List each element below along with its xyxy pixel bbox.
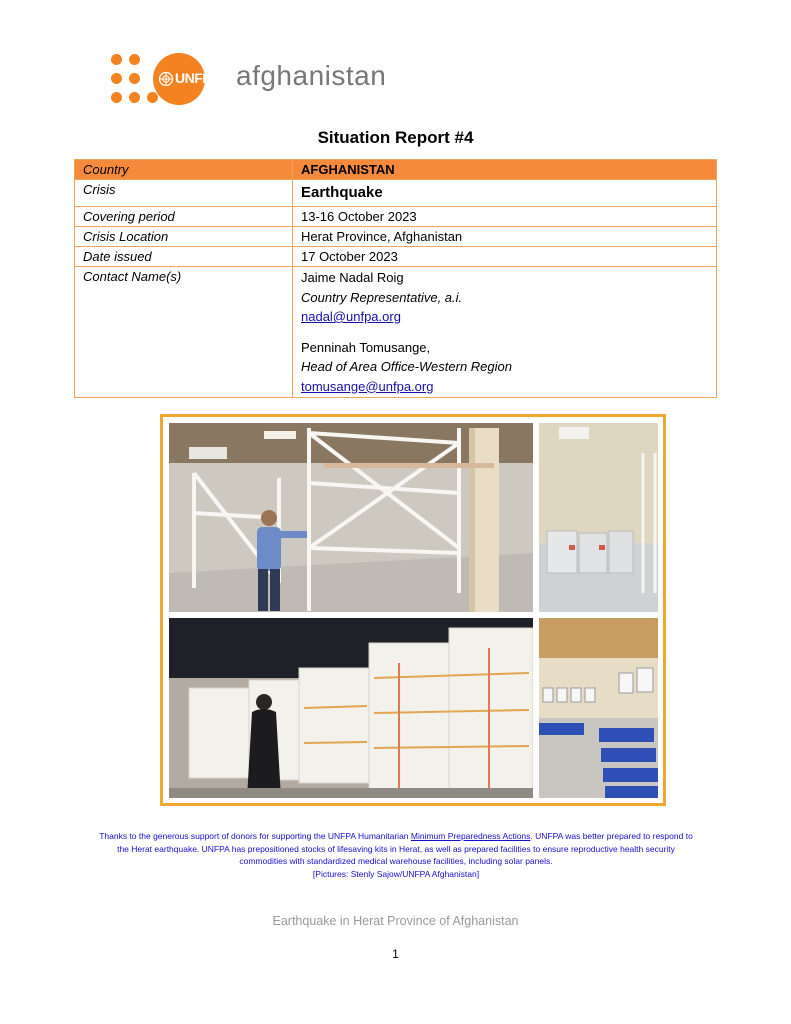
period-label: Covering period: [75, 207, 293, 227]
solar-power-room-photo: [539, 618, 658, 798]
un-emblem-icon: [158, 71, 174, 87]
logo-brand-text: UNFPA: [175, 70, 220, 86]
table-row: [75, 180, 717, 207]
contact-role: Country Representative, a.i.: [301, 289, 463, 305]
contact-email-link[interactable]: nadal@unfpa.org: [301, 309, 401, 324]
photo-caption: [96, 830, 696, 880]
country-value: AFGHANISTAN: [293, 160, 717, 180]
warehouse-shelves-photo: [169, 423, 533, 612]
unfpa-logo: [110, 52, 400, 108]
contact-name: Jaime Nadal Roig: [301, 270, 404, 285]
report-title: Situation Report #4: [317, 128, 474, 147]
photo-credit: [Pictures: Stenly Sajow/UNFPA Afghanistan]: [312, 868, 480, 879]
stacked-supplies-photo: [169, 618, 533, 798]
caption-text-start: Thanks to the generous support of donors for supporting the UNFPA Humanitarian: [99, 831, 411, 841]
minimum-preparedness-actions-link[interactable]: Minimum Preparedness Actions: [410, 831, 531, 841]
location-label: Crisis Location: [75, 227, 293, 247]
date-label: Date issued: [75, 247, 293, 267]
country-label: Country: [75, 160, 293, 180]
table-row: [75, 247, 717, 267]
table-row: [75, 207, 717, 227]
contact-name: Penninah Tomusange,: [301, 339, 431, 355]
crisis-label: Crisis: [75, 180, 293, 207]
caption-text-end: . UNFPA was better prepared to respond to the Herat earthquake. UNFPA has prepositioned stocks of lifesaving kits in Herat, as well as prepared facilities to ensure reproductive health security commodities with standardized medical warehouse facilities, including solar panels.: [117, 831, 693, 866]
contact-email-link[interactable]: tomusange@unfpa.org: [301, 378, 434, 394]
contact-role: Head of Area Office-Western Region: [301, 359, 512, 374]
location-value: Herat Province, Afghanistan: [293, 227, 717, 247]
logo-country-text: afghanistan: [236, 60, 387, 91]
table-row: [75, 227, 717, 247]
page-footer: Earthquake in Herat Province of Afghanistan: [272, 914, 519, 928]
storage-room-photo: [539, 423, 658, 612]
period-value: 13-16 October 2023: [293, 207, 717, 227]
date-value: 17 October 2023: [293, 247, 717, 267]
report-info-table: [74, 159, 717, 398]
table-row: [75, 160, 717, 180]
page-number: 1: [392, 947, 399, 961]
contact-label: Contact Name(s): [75, 267, 293, 398]
contact-list: [293, 267, 717, 398]
photo-collage: [160, 414, 666, 806]
logo-badge: [153, 53, 220, 105]
crisis-value: Earthquake: [293, 180, 717, 207]
table-row: [75, 267, 717, 398]
